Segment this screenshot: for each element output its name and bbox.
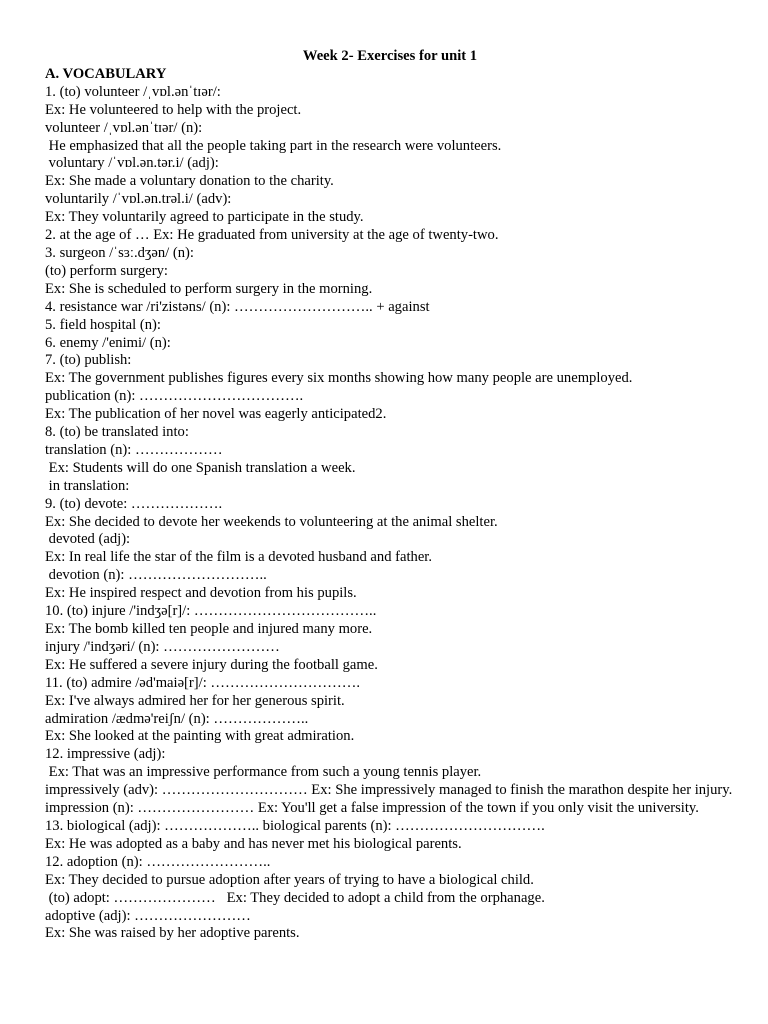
text-line: Ex: The publication of her novel was eagerly anticipated2. — [45, 406, 387, 423]
text-line: impressively (adv): ………………………… Ex: She impressively managed to finish the marathon despite her injury. — [45, 782, 733, 799]
text-line: Ex: He was adopted as a baby and has never met his biological parents. — [45, 835, 462, 852]
text-line: 12. impressive (adj): — [45, 746, 166, 763]
text-line: Ex: Students will do one Spanish translation a week. — [45, 459, 356, 476]
text-line: 12. adoption (n): …………………….. — [45, 853, 271, 870]
text-line: Ex: I've always admired her for her generous spirit. — [45, 692, 345, 709]
text-line: 9. (to) devote: ………………. — [45, 495, 223, 512]
text-line: 5. field hospital (n): — [45, 316, 161, 333]
text-line: devotion (n): ……………………….. — [45, 567, 267, 584]
text-line: He emphasized that all the people taking part in the research were volunteers. — [45, 137, 502, 154]
text-line: Ex: They decided to pursue adoption after years of trying to have a biological child. — [45, 871, 534, 888]
text-line: Ex: He suffered a severe injury during the football game. — [45, 656, 378, 673]
text-line: Ex: That was an impressive performance from such a young tennis player. — [45, 764, 482, 781]
text-line: 2. at the age of … Ex: He graduated from university at the age of twenty-two. — [45, 227, 499, 244]
text-line: 10. (to) injure /'indʒə[r]/: ……………………………….. — [45, 603, 377, 620]
text-line: Ex: He inspired respect and devotion from his pupils. — [45, 585, 357, 602]
vocabulary-list — [45, 84, 735, 944]
document-title: Week 2- Exercises for unit 1 — [302, 48, 478, 64]
text-line: 3. surgeon /ˈsɜː.dʒən/ (n): — [45, 244, 194, 261]
text-line: 8. (to) be translated into: — [45, 424, 189, 441]
text-line: 11. (to) admire /əd'maiə[r]/: …………………………. — [45, 674, 360, 691]
text-line: Ex: She looked at the painting with great admiration. — [45, 728, 355, 745]
text-line: Ex: The government publishes figures every six months showing how many people are unemployed. — [45, 370, 633, 387]
text-line: adoptive (adj): …………………… — [45, 907, 251, 924]
text-line: publication (n): ……………………………. — [45, 388, 304, 405]
text-line: Ex: In real life the star of the film is a devoted husband and father. — [45, 549, 433, 566]
text-line: 1. (to) volunteer /ˌvɒl.ənˈtɪər/: — [45, 83, 221, 100]
text-line: volunteer /ˌvɒl.ənˈtɪər/ (n): — [45, 119, 203, 136]
text-line: 7. (to) publish: — [45, 352, 132, 369]
text-line: admiration /ædmə'reiʃn/ (n): ……………….. — [45, 710, 309, 727]
text-line: voluntary /ˈvɒl.ən.tər.i/ (adj): — [45, 155, 219, 172]
text-line: Ex: She made a voluntary donation to the charity. — [45, 173, 334, 190]
text-line: (to) perform surgery: — [45, 262, 168, 279]
text-line: Ex: He volunteered to help with the project. — [45, 101, 302, 118]
text-line: Ex: She decided to devote her weekends to volunteering at the animal shelter. — [45, 513, 498, 530]
text-line: Ex: They voluntarily agreed to participate in the study. — [45, 209, 364, 226]
text-line: injury /'indʒəri/ (n): …………………… — [45, 638, 280, 655]
text-line: Ex: She was raised by her adoptive parents. — [45, 925, 300, 942]
text-line: voluntarily /ˈvɒl.ən.trəl.i/ (adv): — [45, 191, 232, 208]
text-line: translation (n): ……………… — [45, 441, 223, 458]
section-heading: A. VOCABULARY — [45, 65, 167, 82]
text-line: 13. biological (adj): ……………….. biological parents (n): …………………………. — [45, 817, 545, 834]
text-line: Ex: She is scheduled to perform surgery in the morning. — [45, 280, 373, 297]
text-line: impression (n): …………………… Ex: You'll get a false impression of the town if you only visit the university. — [45, 800, 699, 817]
text-line: (to) adopt: ………………… Ex: They decided to adopt a child from the orphanage. — [45, 889, 545, 906]
text-line: 4. resistance war /ri'zistəns/ (n): ……………………….. + against — [45, 298, 430, 315]
text-line: 6. enemy /'enimi/ (n): — [45, 334, 171, 351]
text-line: in translation: — [45, 477, 130, 494]
text-line: devoted (adj): — [45, 531, 131, 548]
document-page — [45, 48, 735, 943]
text-line: Ex: The bomb killed ten people and injured many more. — [45, 621, 373, 637]
